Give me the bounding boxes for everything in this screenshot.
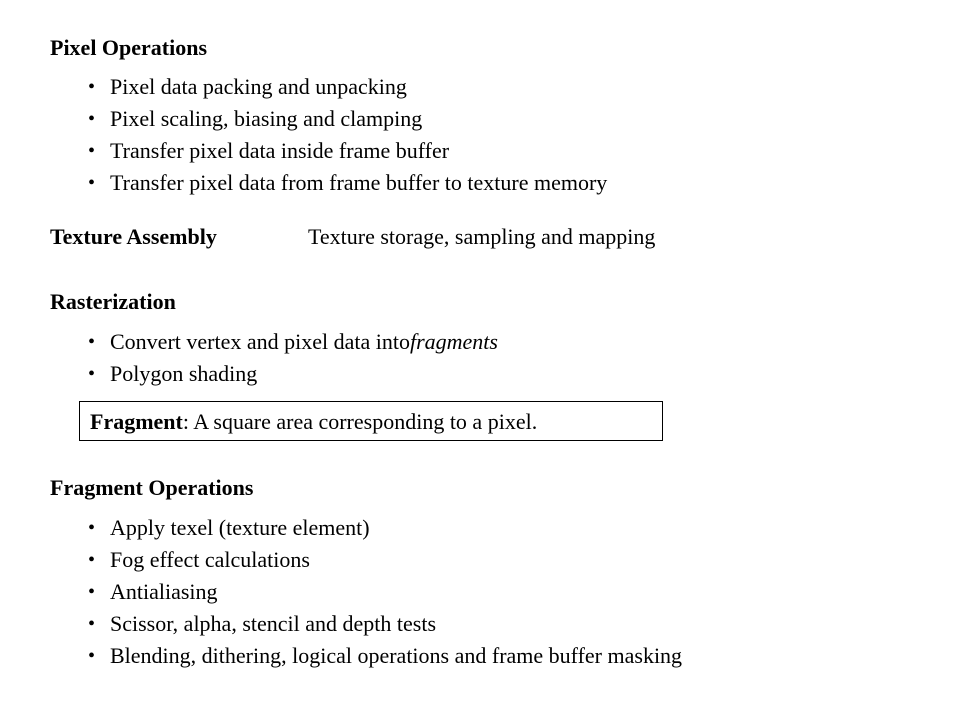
list-item-text: Blending, dithering, logical operations and frame buffer masking — [110, 643, 683, 668]
pixel-operations-heading: Pixel Operations — [50, 35, 208, 60]
list-item — [88, 512, 682, 544]
list-item-text: Pixel scaling, biasing and clamping — [110, 106, 423, 131]
rasterization-heading: Rasterization — [50, 289, 176, 314]
bullet-icon: • — [88, 613, 96, 635]
list-item-text: Antialiasing — [110, 579, 218, 604]
list-item — [88, 576, 682, 608]
texture-assembly-description: Texture storage, sampling and mapping — [308, 224, 656, 249]
list-item-text: Polygon shading — [110, 361, 258, 386]
bullet-icon: • — [88, 363, 96, 385]
list-item — [88, 358, 498, 390]
bullet-icon: • — [88, 549, 96, 571]
list-item — [88, 71, 607, 103]
list-item-text: Transfer pixel data from frame buffer to texture memory — [110, 170, 608, 195]
bullet-icon: • — [88, 581, 96, 603]
bullet-icon: • — [88, 76, 96, 98]
rasterization-list — [88, 326, 498, 390]
bullet-icon: • — [88, 140, 96, 162]
list-item — [88, 544, 682, 576]
list-item-text: Fog effect calculations — [110, 547, 310, 572]
list-item — [88, 608, 682, 640]
bullet-icon: • — [88, 645, 96, 667]
list-item-text: Transfer pixel data inside frame buffer — [110, 138, 450, 163]
fragment-operations-list — [88, 512, 682, 672]
bullet-icon: • — [88, 331, 96, 353]
list-item-text: Scissor, alpha, stencil and depth tests — [110, 611, 437, 636]
bullet-icon: • — [88, 517, 96, 539]
texture-assembly-row — [50, 226, 655, 248]
pixel-operations-list — [88, 71, 607, 199]
list-item-text: Apply texel (texture element) — [110, 515, 370, 540]
list-item — [88, 103, 607, 135]
definition-text: : A square area corresponding to a pixel. — [182, 409, 538, 434]
list-item — [88, 640, 682, 672]
texture-assembly-heading: Texture Assembly — [50, 224, 217, 249]
definition-term: Fragment — [90, 409, 183, 434]
fragment-operations-heading: Fragment Operations — [50, 475, 254, 500]
list-item-text: Pixel data packing and unpacking — [110, 74, 407, 99]
fragment-definition-box — [79, 401, 663, 441]
bullet-icon: • — [88, 108, 96, 130]
list-item-text: Convert vertex and pixel data into — [110, 329, 410, 354]
bullet-icon: • — [88, 172, 96, 194]
list-item — [88, 135, 607, 167]
list-item — [88, 326, 498, 358]
list-item — [88, 167, 607, 199]
emphasis-text: fragments — [409, 329, 498, 354]
